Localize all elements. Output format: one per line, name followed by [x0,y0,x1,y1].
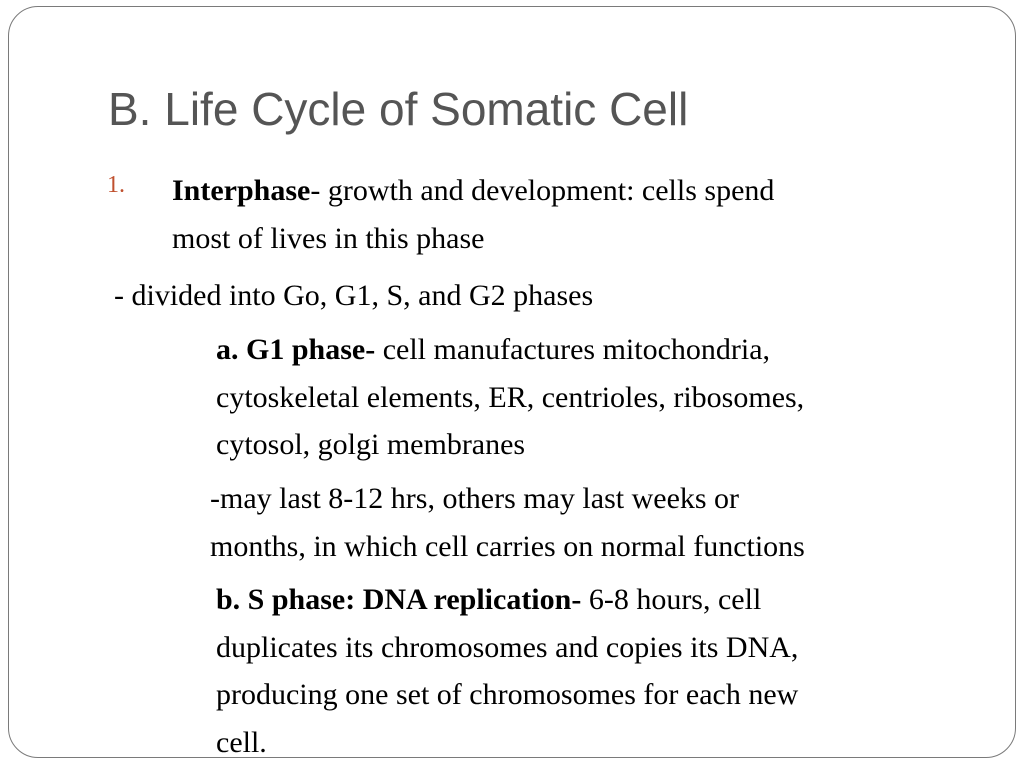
g1-description: cell manufactures mitochondria, [375,333,771,366]
g1-line-1 [216,326,770,374]
g1-line-3: cytosol, golgi membranes [216,428,526,461]
interphase-line-1 [172,167,774,215]
g1-line-2: cytoskeletal elements, ER, centrioles, ribosomes, [216,381,805,414]
interphase-term: Interphase [172,174,311,207]
g1-duration-line-1: -may last 8-12 hrs, others may last weeks or [210,482,740,515]
s-phase-line-3: producing one set of chromosomes for each new [216,678,799,711]
s-phase-line-4: cell. [216,726,267,759]
interphase-line-2: most of lives in this phase [172,222,485,255]
s-phase-description: 6-8 hours, cell [581,583,762,616]
s-phase-line-2: duplicates its chromosomes and copies its DNA, [216,631,799,664]
slide-title: B. Life Cycle of Somatic Cell [108,83,689,135]
interphase-description: - growth and development: cells spend [310,174,775,207]
s-phase-label: b. S phase: DNA replication- [216,583,582,616]
list-number: 1. [107,172,125,198]
divided-phases-line: - divided into Go, G1, S, and G2 phases [114,279,594,312]
s-phase-line-1 [216,576,761,624]
g1-label: a. G1 phase- [216,333,376,366]
g1-duration-line-2: months, in which cell carries on normal functions [210,530,805,563]
